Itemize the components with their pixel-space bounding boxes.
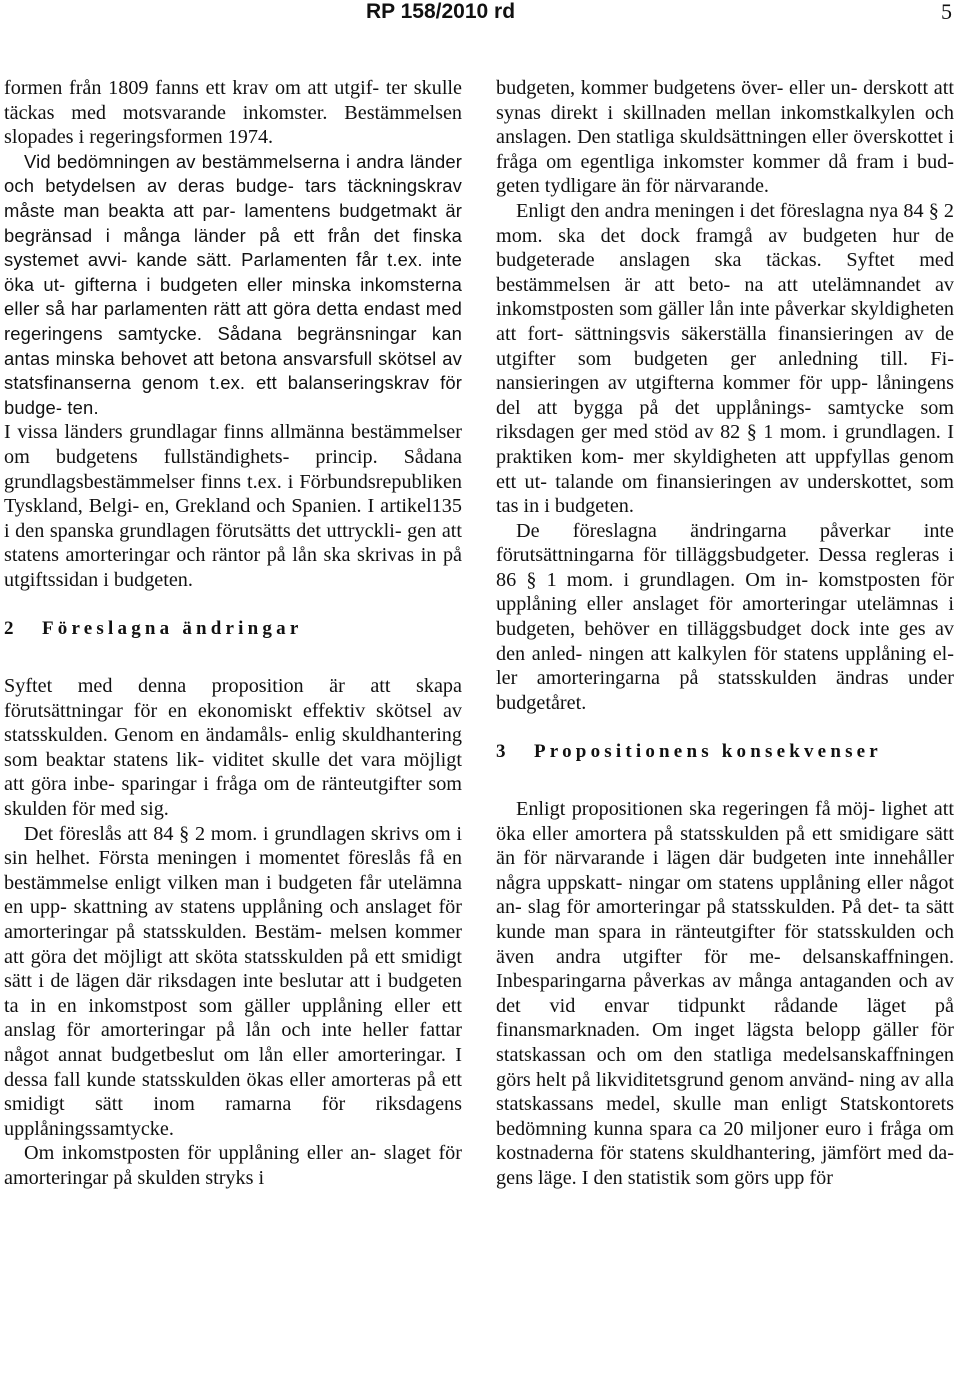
paragraph: I vissa länders grundlagar finns allmänna bestämmelser om budgetens fullständighets- princip. Sådana grundlagsbestämmelser finns t.ex. i Förbundsrepubliken Tyskland, Belgi- en, Grekland och Spanien. I artikel135 i den spanska grundlagen förutsätts det uttryckli- gen att statens amorteringar och räntor på lån ska skrivas in på utgiftssidan i budgeten.: [4, 421, 462, 591]
paragraph: De föreslagna ändringarna påverkar inte förutsättningarna för tilläggsbudgeter. Dessa regleras i 86 § 1 mom. i grundlagen. Om in- komstposten för upplåning eller anslaget för amorteringar utelämnas i budgeten, behöver en tilläggsbudget dock inte ges av den anled- ningen att kalkylen för statens upplåning el- ler amorteringarna på statsskulden ändras under budgetåret.: [496, 519, 954, 714]
paragraph: Syftet med denna proposition är att skapa förutsättningar för en ekonomiskt effektiv skötsel av statsskulden. Genom en ändamåls- enlig skuldhantering som beaktar statens lik- viditet skulle det vara möjligt att göra inbe- sparingar i fråga om de ränteutgifter som skulden för med sig.: [4, 675, 462, 821]
page-number: 5: [941, 0, 952, 24]
paragraph: budgeten, kommer budgetens över- eller un- derskott att synas direkt i skillnaden mellan inkomstkalkylen och anslagen. Den statliga skuldsättningen eller överskottet i fråga om egentliga inkomster kommer då fram i bud- geten tydligare än för närvarande.: [496, 77, 954, 198]
page-header: [0, 0, 960, 28]
paragraph: Det föreslås att 84 § 2 mom. i grundlagen skrivs om i sin helhet. Första meningen i momentet föreslås få en bestämmelse enligt vilken man i budgeten får utelämna en upp- skattning av statens upplåning och anslaget för amorteringar på statsskulden. Bestäm- melsen kommer att göra det möjligt att sköta statsskulden på ett smidigt sätt i de lägen där riksdagen inte beslutar att i budgeten ta in en inkomstpost som gäller upplåning eller ett anslag för amorteringar på lån och inte heller fattar något annat budgetbeslut om lån eller amorteringar. I dessa fall kunde statsskulden ökas eller amorteras på ett smidigt sätt inom ramarna för riksdagens upplåningssamtycke.: [4, 822, 462, 1140]
paragraph: formen från 1809 fanns ett krav om att utgif- ter skulle täckas med motsvarande inkomster. Bestämmelsen slopades i regeringsformen 1974.: [4, 77, 462, 149]
paragraph: Vid bedömningen av bestämmelserna i andra länder och betydelsen av deras budge- tars täckningskrav måste man beakta att par- lamentens budgetmakt är begränsad i många länder på ett från det finska systemet avvi- kande sätt. Parlamenten får t.ex. inte öka ut- gifterna i budgeten eller minska inkomsterna eller så har parlamenten rätt att göra detta endast med regeringens samtycke. Sådana begränsningar kan antas minska behovet att betona ansvarsfull skötsel av statsfinanserna genom t.ex. ett balanseringskrav för budge- ten.: [4, 150, 462, 418]
paragraph: Enligt den andra meningen i det föreslagna nya 84 § 2 mom. ska det dock framgå av budgeten hur de budgeterade anslagen ska täckas. Syftet med bestämmelsen är att beto- na att utelämnandet av inkomstposten som gäller lån inte påverkar skyldigheten att fort- sättningsvis säkerställa finansieringen av de utgifter som budgeten ger anledning till. Fi- nansieringen av utgifterna kommer för upp- låningens del att bygga på det upplånings- samtycke som riksdagen ger med stöd av 82 § 1 mom. i grundlagen. I praktiken kom- mer skyldigheten att uppfyllas genom ett ut- talande om finansieringen av underskottet, som tas in i budgeten.: [496, 199, 954, 518]
paragraph: Enligt propositionen ska regeringen få möj- lighet att öka eller amortera på statsskulden på ett smidigare sätt än för närvarande i lägen där budgeten inte innehåller några uppskatt- ningar om statens upplåning eller något an- slag för amorteringar på statsskulden. På det- ta sätt kunde man spara in ränteutgifter för statsskulden och även andra utgifter för me- delsanskaffningen. Inbesparingarna påverkas av många antaganden och av det vid envar tidpunkt rådande läget på finansmarknaden. Om inget lägsta belopp gäller för statskassan och om den statliga medelsanskaffningen görs helt på likviditetsgrund genom använd- ning av alla statskassans medel, skulle man enligt Statskontorets bedömning kunna spara ca 20 miljoner euro i fråga om kostnaderna för statens skuldhantering, jämfört med da- gens läge. I den statistik som görs upp för: [496, 798, 954, 1189]
paragraph: Om inkomstposten för upplåning eller an- slaget för amorteringar på skulden stryks i: [4, 1142, 462, 1189]
document-title: RP 158/2010 rd: [366, 0, 516, 23]
section-number: 2: [4, 618, 14, 640]
right-column: [496, 76, 954, 1191]
section-number: 3: [496, 741, 506, 763]
section-title: Propositionens konsekvenser: [534, 741, 882, 763]
section-title: Föreslagna ändringar: [42, 618, 303, 640]
section-heading: [496, 740, 954, 765]
section-heading: [4, 617, 462, 642]
left-column: [4, 76, 462, 1191]
